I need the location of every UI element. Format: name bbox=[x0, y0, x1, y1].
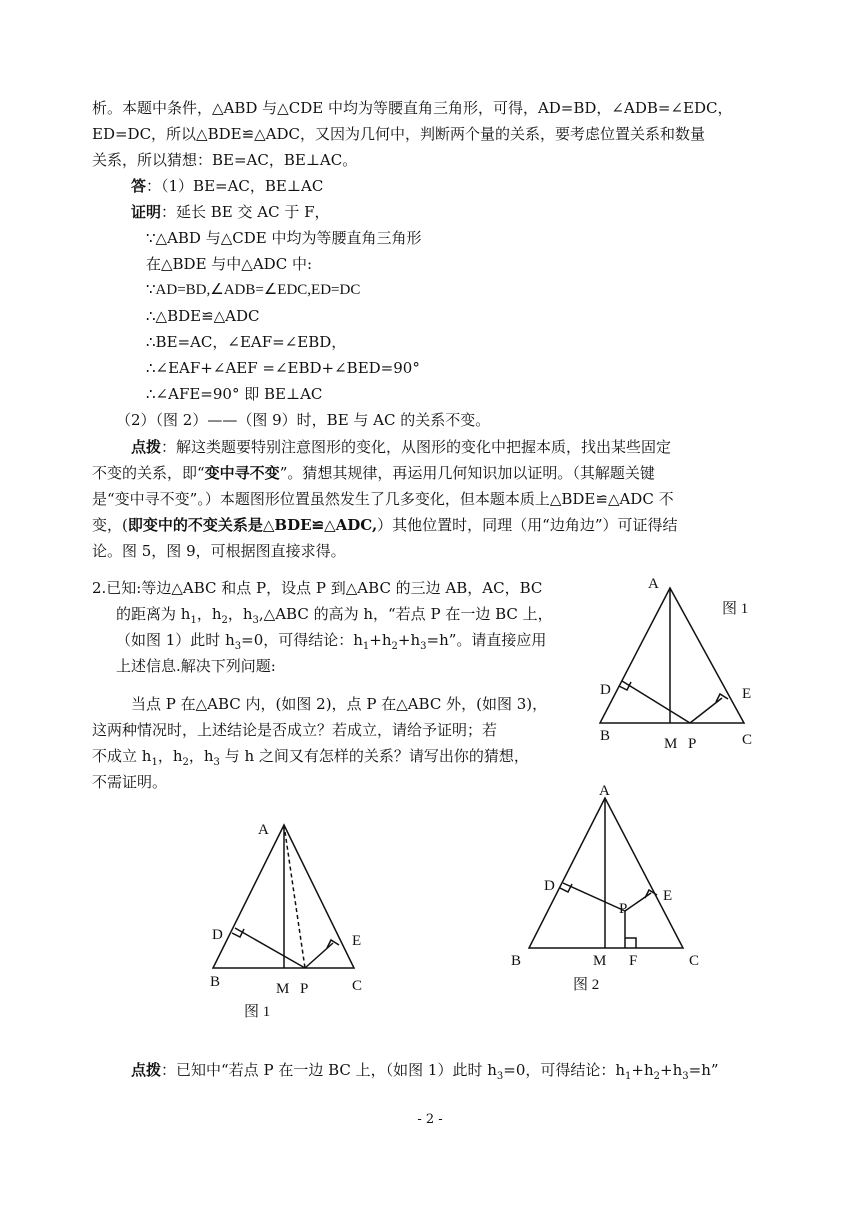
q2-text: 的距离为 h bbox=[116, 605, 191, 623]
figure-1-left bbox=[200, 815, 380, 1025]
sub: 1 bbox=[190, 615, 197, 626]
figure-caption: 图 1 bbox=[244, 1004, 271, 1020]
figure-1-right bbox=[590, 568, 790, 753]
segment-pd bbox=[235, 928, 305, 968]
label-d: D bbox=[544, 878, 555, 894]
label-e: E bbox=[742, 686, 752, 702]
tip1-label: 点拨 bbox=[131, 438, 162, 456]
sub: 2 bbox=[221, 615, 228, 626]
q2-line8: 不需证明。 bbox=[92, 773, 168, 791]
q2-text: =h”。请直接应用 bbox=[426, 631, 547, 649]
q2-text: ，h bbox=[157, 747, 183, 765]
q2-text: ，h bbox=[227, 605, 253, 623]
sub: 3 bbox=[234, 641, 242, 652]
proof-step: 在△BDE 与中△ADC 中: bbox=[146, 255, 312, 273]
figure-2 bbox=[505, 778, 720, 998]
label-c: C bbox=[742, 732, 753, 748]
label-m: M bbox=[593, 953, 607, 969]
label-m: M bbox=[664, 736, 678, 752]
tip1-text: ”。猜想其规律，再运用几何知识加以证明。（其解题关键 bbox=[279, 464, 655, 482]
page-number: - 2 - bbox=[417, 1112, 443, 1127]
label-m: M bbox=[276, 981, 290, 997]
tip1-text: ）其他位置时，同理（用“边角边”）可证得结 bbox=[377, 516, 678, 534]
label-p: P bbox=[300, 981, 309, 997]
answer-line bbox=[131, 174, 323, 198]
tip1-bold: 即变中的不变关系是△BDE≌△ADC, bbox=[127, 516, 378, 534]
label-c: C bbox=[689, 953, 700, 969]
proof-step: ∵AD=BD,∠ADB=∠EDC,ED=DC bbox=[146, 282, 361, 298]
proof-step: ∴BE=AC，∠EAF=∠EBD， bbox=[146, 333, 347, 351]
sub: 2 bbox=[182, 757, 189, 768]
tip1-line2 bbox=[92, 461, 655, 485]
label-a: A bbox=[258, 822, 269, 838]
label-b: B bbox=[600, 728, 611, 744]
sub: 3 bbox=[213, 757, 220, 768]
figure-caption: 图 1 bbox=[722, 601, 749, 617]
sub: 3 bbox=[682, 1071, 689, 1082]
answer-label: 答 bbox=[131, 177, 147, 195]
tip1-line1 bbox=[131, 435, 671, 459]
tip2-text: +h bbox=[660, 1061, 683, 1079]
label-p: P bbox=[688, 736, 697, 752]
q2-text: 与 h 之间又有怎样的关系？请写出你的猜想， bbox=[219, 747, 529, 765]
q2-text: ，h bbox=[188, 747, 214, 765]
q2-text: （如图 1）此时 h bbox=[116, 631, 235, 649]
sub: 3 bbox=[420, 641, 427, 652]
proof-first: ：延长 BE 交 AC 于 F， bbox=[161, 203, 330, 221]
triangle-abc bbox=[529, 798, 683, 948]
segment-pe bbox=[625, 893, 651, 911]
proof-step: ∴∠EAF+∠AEF =∠EBD+∠BED=90° bbox=[146, 359, 420, 377]
sub: 3 bbox=[252, 615, 259, 626]
q2-text: +h bbox=[397, 631, 421, 649]
proof-label: 证明 bbox=[131, 203, 162, 221]
right-angle-mark bbox=[625, 938, 636, 948]
q2-text: ，h bbox=[196, 605, 222, 623]
sub: 1 bbox=[362, 641, 370, 652]
tip2-label: 点拨 bbox=[131, 1061, 162, 1079]
proof-step: ∴△BDE≌△ADC bbox=[146, 307, 260, 325]
label-d: D bbox=[212, 927, 223, 943]
sub: 1 bbox=[625, 1071, 632, 1082]
tip2-text: =0，可得结论：h bbox=[503, 1061, 626, 1079]
proof-step: ∴∠AFE=90° 即 BE⊥AC bbox=[146, 385, 323, 403]
tip2-line bbox=[131, 1058, 719, 1089]
part2-line: （2）（图 2）——（图 9）时，BE 与 AC 的关系不变。 bbox=[116, 411, 491, 429]
tip1-text: 不变的关系，即“ bbox=[92, 464, 205, 482]
segment-pe bbox=[305, 943, 333, 968]
answer-text: ：（1）BE=AC，BE⊥AC bbox=[146, 177, 324, 195]
tip1-text: ：解这类题要特别注意图形的变化，从图形的变化中把握本质，找出某些固定 bbox=[161, 438, 672, 456]
label-b: B bbox=[210, 974, 221, 990]
label-a: A bbox=[599, 783, 610, 799]
segment-pd bbox=[563, 883, 625, 911]
label-e: E bbox=[352, 933, 362, 949]
sub: 2 bbox=[653, 1071, 661, 1082]
segment-pe bbox=[690, 698, 722, 723]
label-a: A bbox=[648, 576, 659, 592]
sub: 2 bbox=[391, 641, 398, 652]
q2-text: 不成立 h bbox=[92, 747, 152, 765]
q2-text: ,△ABC 的高为 h，“若点 P 在一边 BC 上， bbox=[258, 605, 553, 623]
tip1-line3: 是“变中寻不变”。）本题图形位置虽然发生了几多变化，但本题本质上△BDE≌△ADC 不 bbox=[92, 490, 674, 508]
q2-line6: 这两种情况时，上述结论是否成立？若成立，请给予证明；若 bbox=[92, 721, 498, 739]
label-f: F bbox=[629, 953, 638, 969]
proof-line bbox=[131, 200, 330, 224]
para1-line3: 关系，所以猜想：BE=AC，BE⊥AC。 bbox=[92, 151, 358, 169]
tip2-text: =h” bbox=[688, 1061, 719, 1079]
sub: 1 bbox=[151, 757, 158, 768]
tip2-text: +h bbox=[631, 1061, 654, 1079]
tip1-line5: 论。图 5，图 9，可根据图直接求得。 bbox=[92, 542, 346, 560]
tip1-bold: 变中寻不变 bbox=[204, 464, 280, 482]
segment-pd bbox=[622, 681, 690, 723]
tip1-line4 bbox=[92, 513, 678, 537]
tip1-text: 变，( bbox=[92, 516, 128, 534]
q2-line1: 2.已知:等边△ABC 和点 P，设点 P 到△ABC 的三边 AB，AC，BC bbox=[92, 579, 543, 597]
label-p: P bbox=[619, 901, 628, 917]
figure-caption: 图 2 bbox=[573, 977, 600, 993]
para1-line1: 析。本题中条件，△ABD 与△CDE 中均为等腰直角三角形，可得，AD=BD，∠ADB=∠EDC， bbox=[92, 99, 733, 117]
proof-step: ∵△ABD 与△CDE 中均为等腰直角三角形 bbox=[146, 229, 422, 247]
q2-line5: 当点 P 在△ABC 内，(如图 2)，点 P 在△ABC 外，(如图 3)， bbox=[131, 695, 548, 713]
sub: 3 bbox=[496, 1071, 504, 1082]
right-angle-mark bbox=[560, 884, 572, 892]
tip2-text: ：已知中“若点 P 在一边 BC 上，（如图 1）此时 h bbox=[161, 1061, 497, 1079]
para1-line2: ED=DC，所以△BDE≌△ADC，又因为几何中，判断两个量的关系，要考虑位置关系和数量 bbox=[92, 125, 706, 143]
label-b: B bbox=[511, 953, 522, 969]
q2-text: +h bbox=[369, 631, 392, 649]
label-c: C bbox=[352, 978, 363, 994]
q2-line4: 上述信息.解决下列问题: bbox=[116, 657, 276, 675]
label-e: E bbox=[663, 888, 673, 904]
label-d: D bbox=[600, 682, 611, 698]
q2-text: =0，可得结论：h bbox=[241, 631, 363, 649]
